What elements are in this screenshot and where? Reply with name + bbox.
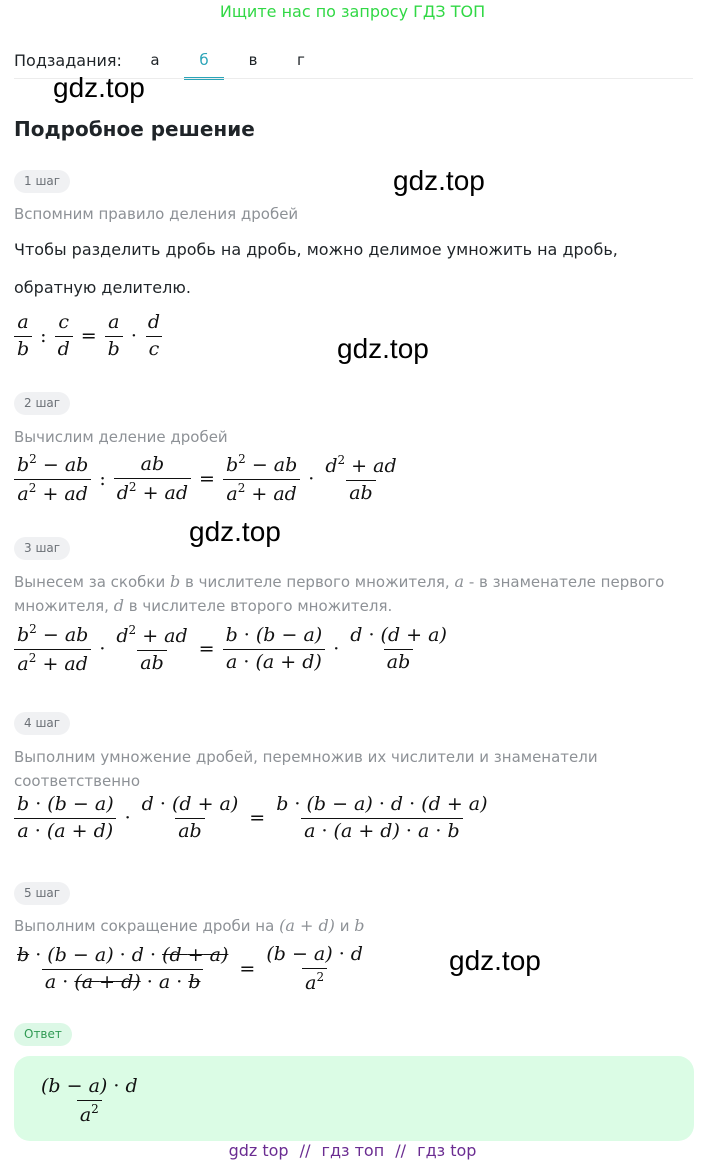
step-5-var: b bbox=[354, 916, 365, 935]
step-3-var-b: b bbox=[170, 572, 181, 591]
subtask-tab-a[interactable]: а bbox=[150, 51, 160, 69]
solution-title: Подробное решение bbox=[14, 117, 255, 141]
footer-link[interactable]: гдз топ bbox=[321, 1141, 385, 1160]
step-3-var-d: d bbox=[113, 596, 124, 615]
subtask-tab-v[interactable]: в bbox=[248, 51, 258, 69]
step-4-caption bbox=[14, 745, 694, 793]
answer-formula: $\frac{(b - a) \cdot d}{a^2}$ bbox=[41, 1075, 138, 1126]
step-5-formula: $\frac{b \cdot (b - a) \cdot d \cdot (d + a)}{a \cdot (a + d) \cdot a \cdot b}$ = $\frac{(b - a) \cdot d}{a^2}$ bbox=[17, 943, 363, 994]
step-5-factor: (a + d) bbox=[279, 916, 335, 935]
footer-link[interactable]: гдз top bbox=[417, 1141, 477, 1160]
footer-separator: // bbox=[299, 1141, 311, 1160]
step-3-caption-part: множителя, bbox=[14, 597, 109, 615]
step-4-formula: $\frac{b \cdot (b - a)}{a \cdot (a + d)}$ · $\frac{d \cdot (d + a)}{ab}$ = $\frac{b \cdot (b - a) \cdot d \cdot (d + a)}{a \cdot (a + d) \cdot a \cdot b}$ bbox=[12, 794, 493, 843]
step-5-conj: и bbox=[339, 917, 350, 935]
step-3-caption-part: Вынесем за скобки bbox=[14, 573, 166, 591]
subtasks-label: Подзадания: bbox=[14, 51, 122, 70]
footer-link[interactable]: gdz top bbox=[228, 1141, 289, 1160]
watermark: gdz.top bbox=[189, 516, 281, 547]
watermark: gdz.top bbox=[337, 333, 429, 364]
step-5-badge: 5 шаг bbox=[14, 882, 70, 905]
step-3-var-a: a bbox=[454, 572, 465, 591]
subtask-tab-g[interactable]: г bbox=[297, 51, 305, 69]
step-2-caption: Вычислим деление дробей bbox=[14, 428, 228, 446]
watermark: gdz.top bbox=[53, 72, 145, 103]
step-1-text-line-2: обратную делителю. bbox=[14, 278, 191, 297]
step-1-badge: 1 шаг bbox=[14, 170, 70, 193]
watermark: gdz.top bbox=[393, 165, 485, 196]
step-1-caption: Вспомним правило деления дробей bbox=[14, 205, 299, 223]
step-3-caption-part: в числителе первого множителя, bbox=[185, 573, 450, 591]
step-2-formula: $\frac{b^2 - ab}{a^2 + ad}$ : $\frac{ab}{d^2 + ad}$ = $\frac{b^2 - ab}{a^2 + ad}$ · $\frac{d^2 + ad}{ab}$ bbox=[12, 453, 402, 506]
step-1-text-line-1: Чтобы разделить дробь на дробь, можно делимое умножить на дробь, bbox=[14, 240, 618, 259]
step-2-badge: 2 шаг bbox=[14, 392, 70, 415]
watermark: gdz.top bbox=[449, 945, 541, 976]
footer-links bbox=[0, 1141, 705, 1160]
step-5-caption-text: Выполним сокращение дроби на bbox=[14, 917, 275, 935]
step-3-caption-part: - в знаменателе первого bbox=[468, 573, 665, 591]
footer-separator: // bbox=[395, 1141, 407, 1160]
step-3-caption-part: в числителе второго множителя. bbox=[128, 597, 393, 615]
step-4-caption-line-1: Выполним умножение дробей, перемножив их числители и знаменатели bbox=[14, 748, 598, 766]
step-5-caption bbox=[14, 914, 364, 938]
step-4-badge: 4 шаг bbox=[14, 712, 70, 735]
answer-badge: Ответ bbox=[14, 1023, 72, 1046]
step-1-formula: $\frac{a}{b}$ : $\frac{c}{d}$ = $\frac{a}{b}$ · $\frac{d}{c}$ bbox=[12, 312, 165, 361]
step-3-formula: $\frac{b^2 - ab}{a^2 + ad}$ · $\frac{d^2 + ad}{ab}$ = $\frac{b \cdot (b - a)}{a \cdot (a + d)}$ · $\frac{d \cdot (d + a)}{ab}$ bbox=[12, 623, 452, 676]
step-3-caption bbox=[14, 570, 694, 618]
search-hint-banner: Ищите нас по запросу ГДЗ ТОП bbox=[219, 2, 486, 21]
step-4-caption-line-2: соответственно bbox=[14, 772, 140, 790]
subtask-tab-b[interactable]: б bbox=[199, 51, 209, 69]
step-3-badge: 3 шаг bbox=[14, 537, 70, 560]
